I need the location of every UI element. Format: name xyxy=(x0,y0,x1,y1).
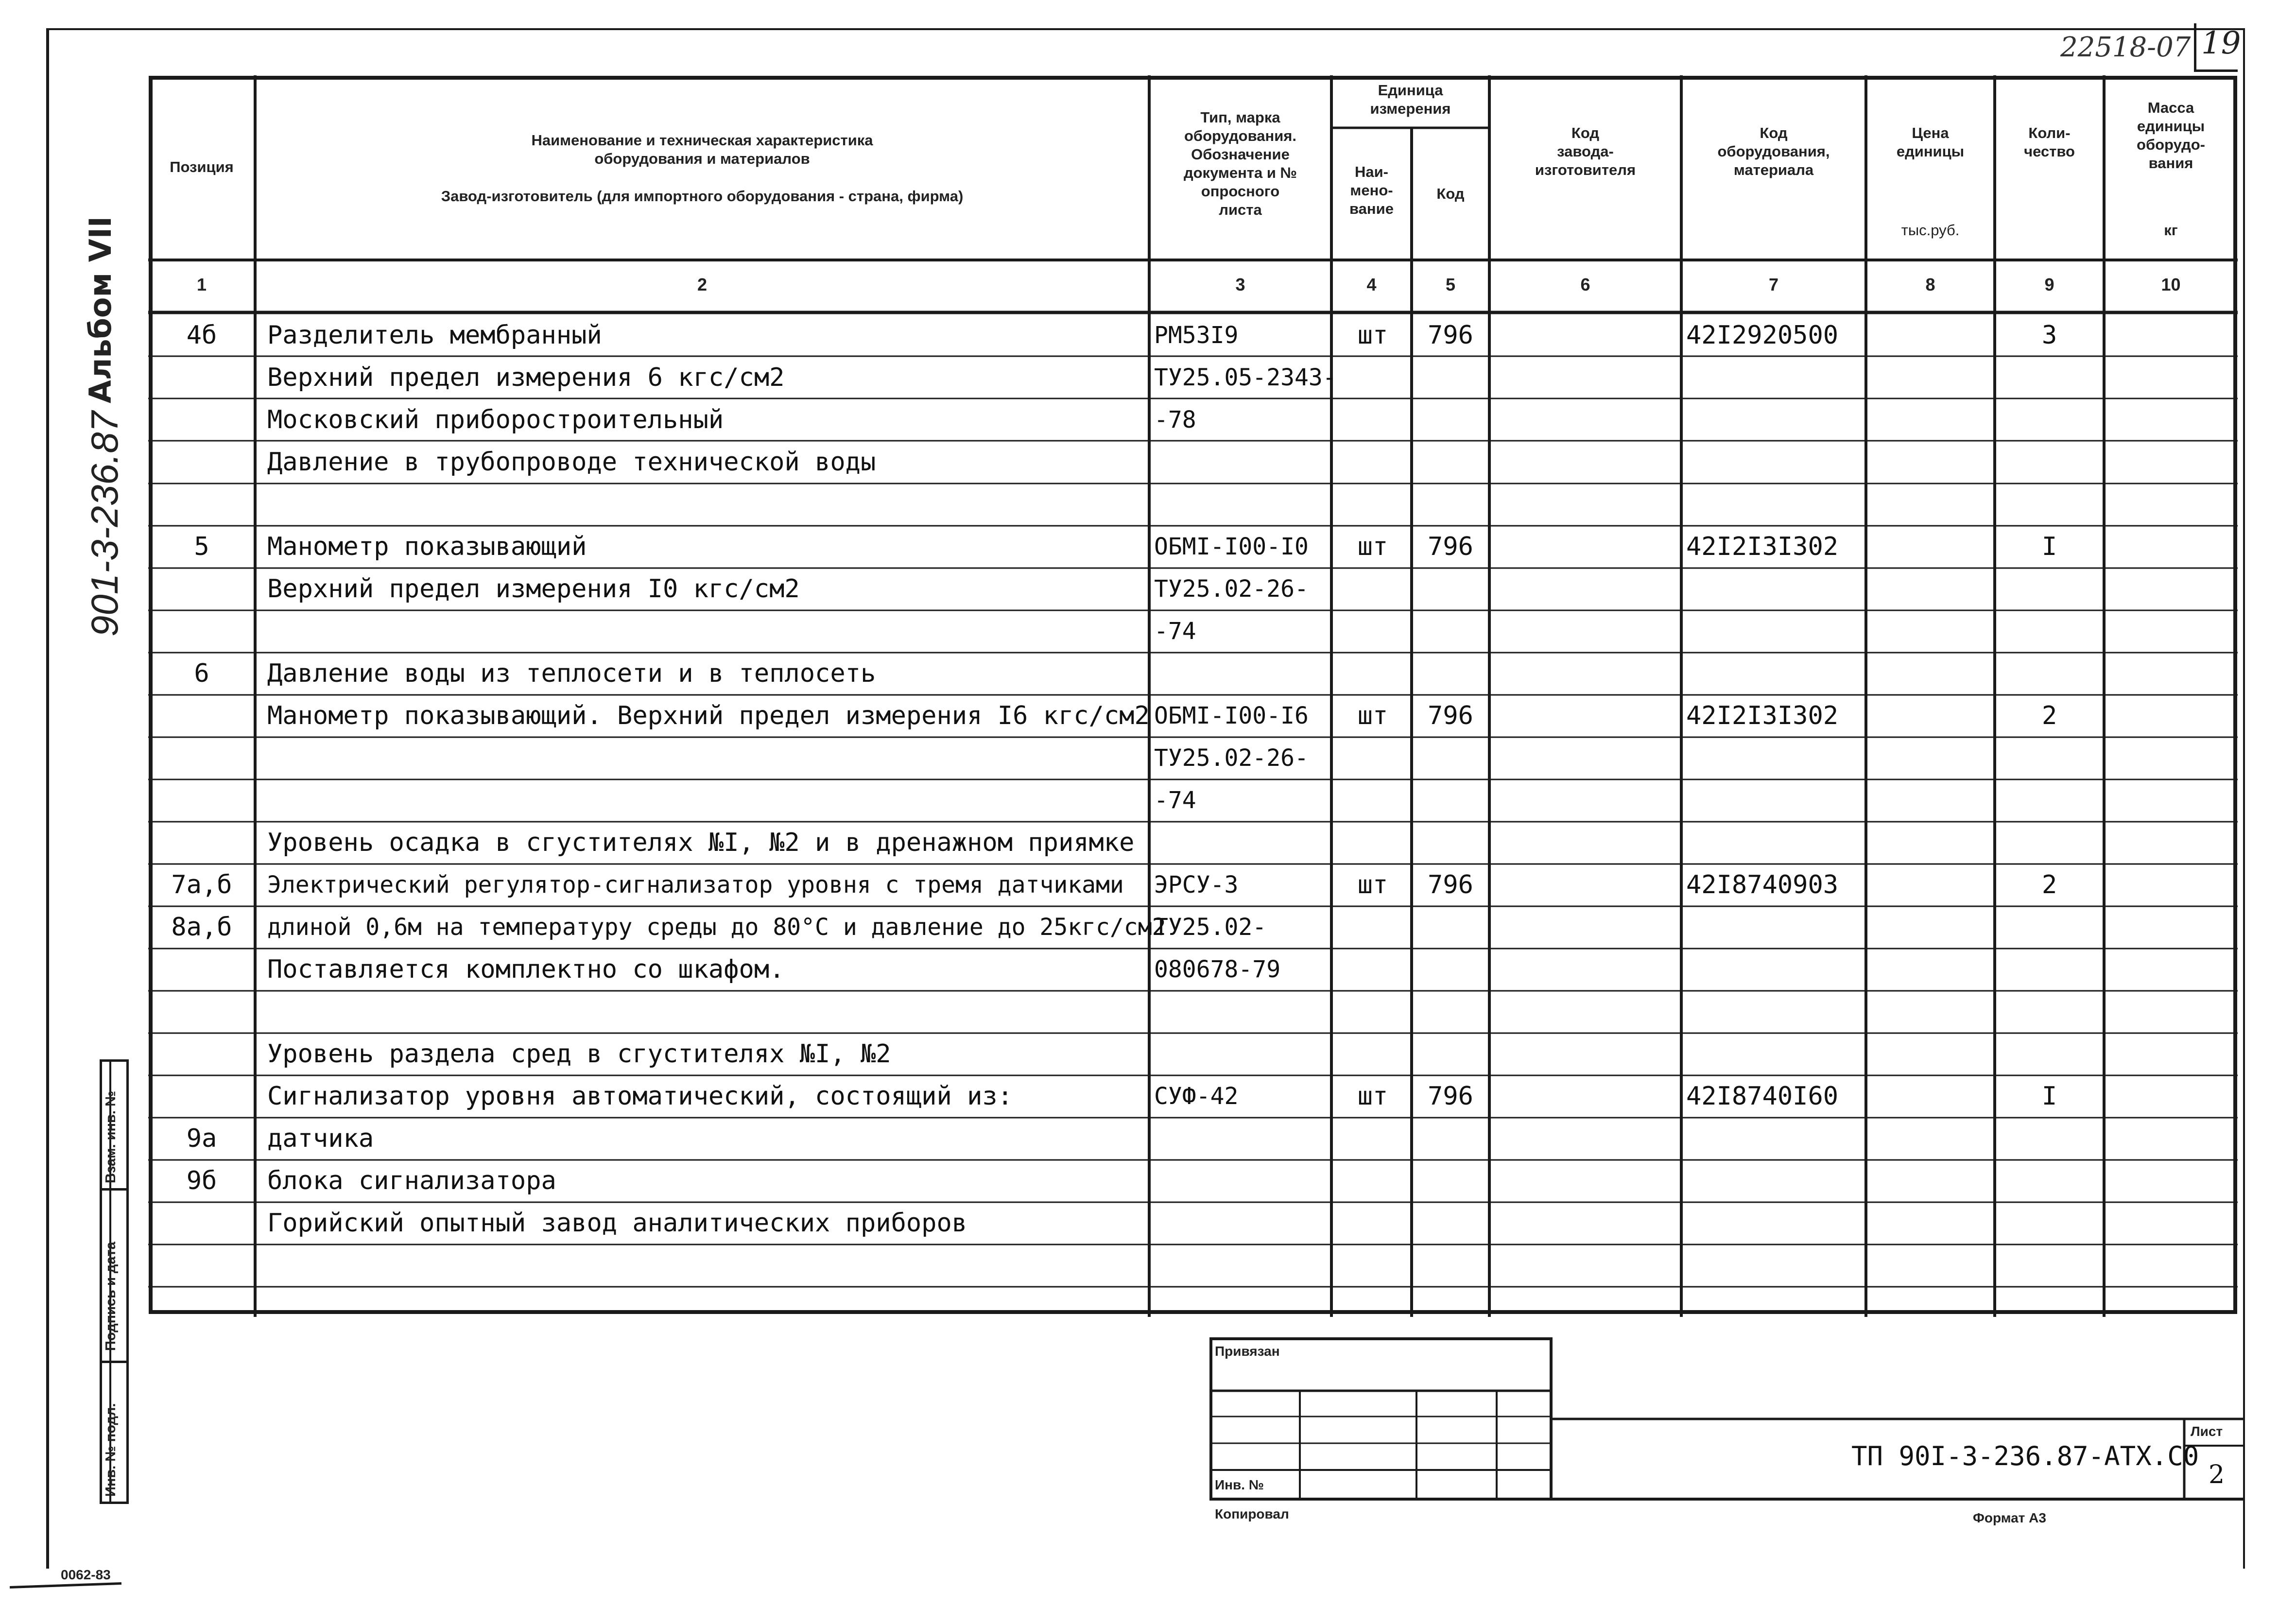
header-unit-code: Код xyxy=(1436,185,1465,202)
title-inv: Инв. № xyxy=(1215,1477,1264,1492)
cell-quantity: 2 xyxy=(2041,870,2057,899)
header-mass-l4: вания xyxy=(2148,155,2193,172)
cell-position: 8а,б xyxy=(171,913,232,942)
cell-name: Разделитель мембранный xyxy=(267,321,602,350)
cell-type: ТУ25.02-26- xyxy=(1154,744,1309,772)
header-material-code xyxy=(1681,124,1866,179)
header-mass-l3: оборудо- xyxy=(2137,136,2205,153)
cell-name: Электрический регулятор-сигнализатор уровня с тремя датчиками xyxy=(267,871,1124,899)
header-unit-name-l2: мено- xyxy=(1350,182,1393,199)
header-price-l1: Цена xyxy=(1912,124,1949,141)
cell-unit: шт xyxy=(1357,1082,1388,1111)
cell-type: СУФ-42 xyxy=(1154,1083,1239,1110)
header-mass-unit: кг xyxy=(2164,222,2178,239)
cell-name: Верхний предел измерения 6 кгс/см2 xyxy=(267,363,785,392)
cell-type: ЭРСУ-3 xyxy=(1154,871,1239,899)
title-document-code: ТП 90I-3-236.87-АТХ.С0 xyxy=(1851,1441,2199,1471)
cell-name: Манометр показывающий xyxy=(267,532,587,561)
cell-material-code: 42I2I3I302 xyxy=(1686,701,1839,730)
cell-unit: шт xyxy=(1357,532,1388,561)
cell-material-code: 42I8740903 xyxy=(1686,870,1839,899)
page-number: 19 xyxy=(2201,25,2241,61)
cell-unit-code: 796 xyxy=(1428,1082,1473,1111)
header-name-line1: Наименование и техническая характеристика xyxy=(531,132,873,149)
cell-material-code: 42I8740I60 xyxy=(1686,1082,1839,1111)
cell-position: 9б xyxy=(186,1166,217,1195)
cell-type: -74 xyxy=(1154,787,1196,814)
cell-name: Московский приборостроительный xyxy=(267,405,724,434)
colnum-3: 3 xyxy=(1235,275,1245,294)
cell-unit: шт xyxy=(1357,870,1388,899)
cell-unit-code: 796 xyxy=(1428,870,1473,899)
colnum-7: 7 xyxy=(1768,275,1779,294)
header-factory-l1: Код xyxy=(1571,124,1600,141)
header-type-l3: Обозначение xyxy=(1191,146,1290,163)
cell-unit: шт xyxy=(1357,321,1388,350)
left-stamp-div2 xyxy=(100,1361,129,1363)
colnum-1: 1 xyxy=(196,275,207,294)
cell-name: Поставляется комплектно со шкафом. xyxy=(267,955,785,984)
cell-name: Верхний предел измерения I0 кгс/см2 xyxy=(267,574,800,604)
cell-name: Горийский опытный завод аналитических приборов xyxy=(267,1209,967,1238)
header-material-l1: Код xyxy=(1760,124,1788,141)
cell-name: Уровень раздела сред в сгустителях №I, №2 xyxy=(267,1039,891,1069)
header-position: Позиция xyxy=(170,158,234,175)
header-factory-l3: изготовителя xyxy=(1535,161,1636,178)
stamp-signature-date: Подпись и дата xyxy=(103,1242,119,1351)
header-material-l2: оборудования, xyxy=(1717,143,1830,160)
header-unit-group xyxy=(1331,81,1489,118)
cell-position: 7а,б xyxy=(171,870,232,899)
bottom-left-code: 0062-83 xyxy=(61,1567,111,1582)
header-name-line3: Завод-изготовитель (для импортного оборудования - страна, фирма) xyxy=(441,188,964,205)
cell-material-code: 42I2920500 xyxy=(1686,321,1839,350)
title-format: Формат А3 xyxy=(1973,1510,2046,1525)
title-block-grid xyxy=(1205,1336,2250,1502)
header-quantity-l1: Коли- xyxy=(2028,124,2071,141)
cell-unit-code: 796 xyxy=(1428,532,1473,561)
handwritten-doc-id: 22518-07 xyxy=(2060,32,2191,63)
header-type xyxy=(1149,108,1331,219)
cell-position: 5 xyxy=(194,532,209,561)
cell-quantity: 3 xyxy=(2041,321,2057,350)
title-copied: Копировал xyxy=(1215,1506,1289,1521)
header-type-l4: документа и № xyxy=(1183,164,1297,181)
header-unit-l1: Единица xyxy=(1378,82,1443,99)
header-price-unit: тыс.руб. xyxy=(1901,222,1960,239)
header-quantity-l2: чество xyxy=(2024,143,2075,160)
cell-name: датчика xyxy=(267,1124,374,1153)
stamp-replace-inv: Взам. инв. № xyxy=(103,1090,119,1183)
header-name-line2: оборудования и материалов xyxy=(594,150,810,167)
left-stamp-div1 xyxy=(100,1188,129,1191)
header-unit-name-l3: вание xyxy=(1349,200,1394,217)
cell-position: 6 xyxy=(194,659,209,688)
header-type-l2: оборудования. xyxy=(1184,127,1296,144)
cell-type: ОБМI-I00-I6 xyxy=(1154,702,1309,729)
header-mass xyxy=(2104,99,2238,173)
header-type-l6: листа xyxy=(1219,201,1262,218)
header-unit-name-l1: Наи- xyxy=(1354,163,1388,180)
bottom-left-stroke xyxy=(10,1582,121,1589)
cell-name: Сигнализатор уровня автоматический, состоящий из: xyxy=(267,1082,1013,1111)
cell-type: ТУ25.02-26- xyxy=(1154,575,1309,603)
cell-unit: шт xyxy=(1357,701,1388,730)
title-privyazan: Привязан xyxy=(1215,1344,1280,1359)
cell-position: 9а xyxy=(186,1124,217,1153)
cell-unit-code: 796 xyxy=(1428,321,1473,350)
header-type-l1: Тип, марка xyxy=(1200,109,1280,126)
header-factory-l2: завода- xyxy=(1557,143,1614,160)
colnum-9: 9 xyxy=(2044,275,2054,294)
cell-name: Давление в трубопроводе технической воды xyxy=(267,448,876,477)
colnum-8: 8 xyxy=(1925,275,1935,294)
colnum-6: 6 xyxy=(1580,275,1590,294)
cell-quantity: I xyxy=(2041,532,2057,561)
cell-name: блока сигнализатора xyxy=(267,1166,556,1195)
colnum-5: 5 xyxy=(1445,275,1456,294)
side-handwritten-code: 901-3-236.87 xyxy=(83,411,126,637)
cell-type: -74 xyxy=(1154,618,1196,645)
header-factory-code xyxy=(1489,124,1681,179)
cell-type: РМ53I9 xyxy=(1154,322,1239,349)
cell-name: Уровень осадка в сгустителях №I, №2 и в дренажном приямке xyxy=(267,828,1135,857)
cell-name: Давление воды из теплосети и в теплосеть xyxy=(267,659,876,688)
header-material-l3: материала xyxy=(1733,161,1814,178)
header-unit-l2: измерения xyxy=(1370,100,1451,117)
cell-type: ТУ25.02- xyxy=(1154,914,1267,941)
header-type-l5: опросного xyxy=(1201,183,1280,200)
colnum-2: 2 xyxy=(697,275,708,294)
header-mass-l1: Масса xyxy=(2147,99,2194,116)
header-quantity xyxy=(1995,124,2104,161)
cell-type: ОБМI-I00-I0 xyxy=(1154,533,1309,560)
header-price xyxy=(1866,124,1995,161)
header-mass-l2: единицы xyxy=(2137,118,2205,135)
cell-position: 4б xyxy=(186,321,217,350)
cell-quantity: 2 xyxy=(2041,701,2057,730)
colnum-4: 4 xyxy=(1366,275,1377,294)
stamp-inv-original: Инв. № подл. xyxy=(103,1403,119,1497)
cell-name: Манометр показывающий. Верхний предел измерения I6 кгс/см2 xyxy=(267,701,1150,730)
cell-type: ТУ25.05-2343- xyxy=(1154,364,1337,391)
cell-type: 080678-79 xyxy=(1154,956,1281,983)
cell-material-code: 42I2I3I302 xyxy=(1686,532,1839,561)
header-price-l2: единицы xyxy=(1896,143,1965,160)
header-unit-name xyxy=(1331,163,1412,218)
cell-unit-code: 796 xyxy=(1428,701,1473,730)
title-sheet-label: Лист xyxy=(2191,1424,2223,1439)
specification-table xyxy=(148,75,2238,1317)
cell-type: -78 xyxy=(1154,406,1196,433)
cell-name: длиной 0,6м на температуру среды до 80°С и давление до 25кгс/см2 xyxy=(267,914,1166,941)
title-sheet-number: 2 xyxy=(2209,1460,2225,1489)
cell-quantity: I xyxy=(2041,1082,2057,1111)
colnum-10: 10 xyxy=(2161,275,2181,294)
side-album-label: Альбом VII xyxy=(83,216,118,403)
